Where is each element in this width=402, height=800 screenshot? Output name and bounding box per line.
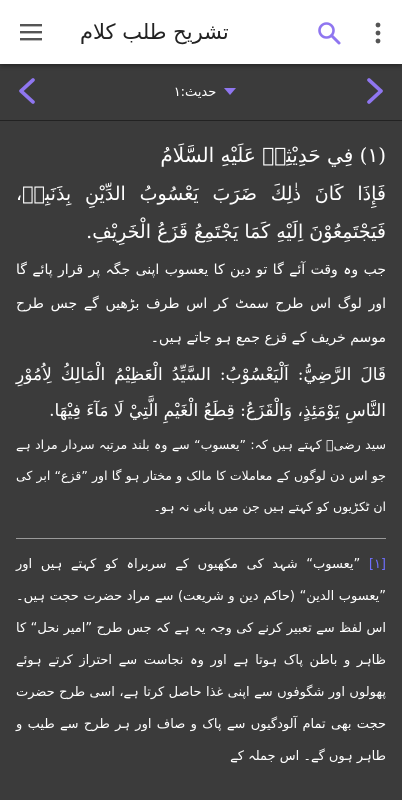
footnote-text: ”یعسوب“ شہد کی مکھیوں کے سربراہ کو کہتے ہیں اور ”یعسوب الدین“ (حاکم دین و شریعت) سے مراد حضرت حجت ہیں۔ اس لفظ سے تعبیر کرنے کی وجہ یہ ہے کہ جس طرح ”امیر نحل“ کا ظاہر و باطن پاک ہوتا ہے اور وہ نجاست سے احتراز کرتے ہوئے پھولوں اور شگوفوں سے اپنی غذا حاصل کرتا ہے، اسی طرح حضرت حجت بھی تمام آلودگیوں سے پاک و صاف اور ہر طرح سے طیب و طاہر ہوں گے۔ اس جملہ کے [16, 557, 386, 764]
hadith-selector[interactable] [150, 78, 260, 106]
hadith-navigation-bar [0, 64, 402, 121]
footnote-divider [16, 538, 386, 539]
page-title: تشریح طلب کلام [80, 20, 229, 44]
dropdown-caret-icon [224, 88, 236, 96]
app-bar [0, 0, 402, 64]
arabic-commentary: قَالَ الرَّضِيُّ: اَلْيَعْسُوْبُ: السَّيِّدُ الْعَظِيْمُ الْمَالِكُ لِاُمُوْرِ النَّاسِ يَوْمَئِذٍ، وَالْقَزَعُ: قِطَعُ الْغَيْمِ الَّتِيْ لَا مَآءَ فِيْهَا. [16, 365, 386, 421]
more-vert-icon[interactable] [368, 20, 388, 46]
search-icon[interactable] [316, 20, 342, 46]
arabic-text: فَإِذَا كَانَ ذٰلِكَ ضَرَبَ يَعْسُوبُ الدِّيْنِ بِذَنَبِهٖ، فَيَجْتَمِعُوْنَ اِلَيْهِ كَمَا يَجْتَمِعُ قَزَعُ الْخَرِيْفِ. [16, 183, 386, 243]
urdu-translation: جب وہ وقت آئے گا تو دین کا یعسوب اپنی جگہ پر قرار پائے گا اور لوگ اس طرح سمٹ کر اس طرف بڑھیں گے جس طرح موسم خریف کے قزع جمع ہو جاتے ہیں۔ [16, 262, 386, 346]
menu-icon[interactable] [18, 20, 44, 44]
chevron-left-icon[interactable] [14, 76, 40, 106]
footnote [16, 549, 386, 773]
urdu-commentary: سید رضیؒ کہتے ہیں کہ: ”یعسوب“ سے وہ بلند مرتبہ سردار مراد ہے جو اس دن لوگوں کے معاملات کا مالک و مختار ہو گا اور ”قزع“ ابر کی ان ٹکڑیوں کو کہتے ہیں جن میں پانی نہ ہو۔ [16, 437, 386, 514]
footnote-number-link[interactable]: [۱] [368, 557, 386, 572]
chevron-right-icon[interactable] [362, 76, 388, 106]
hadith-heading: (۱) فِي حَدِيْثِهٖ عَلَيْهِ السَّلَامُ [160, 143, 386, 167]
hadith-selector-label: حدیث:۱ [173, 84, 217, 100]
hadith-content [0, 121, 402, 800]
